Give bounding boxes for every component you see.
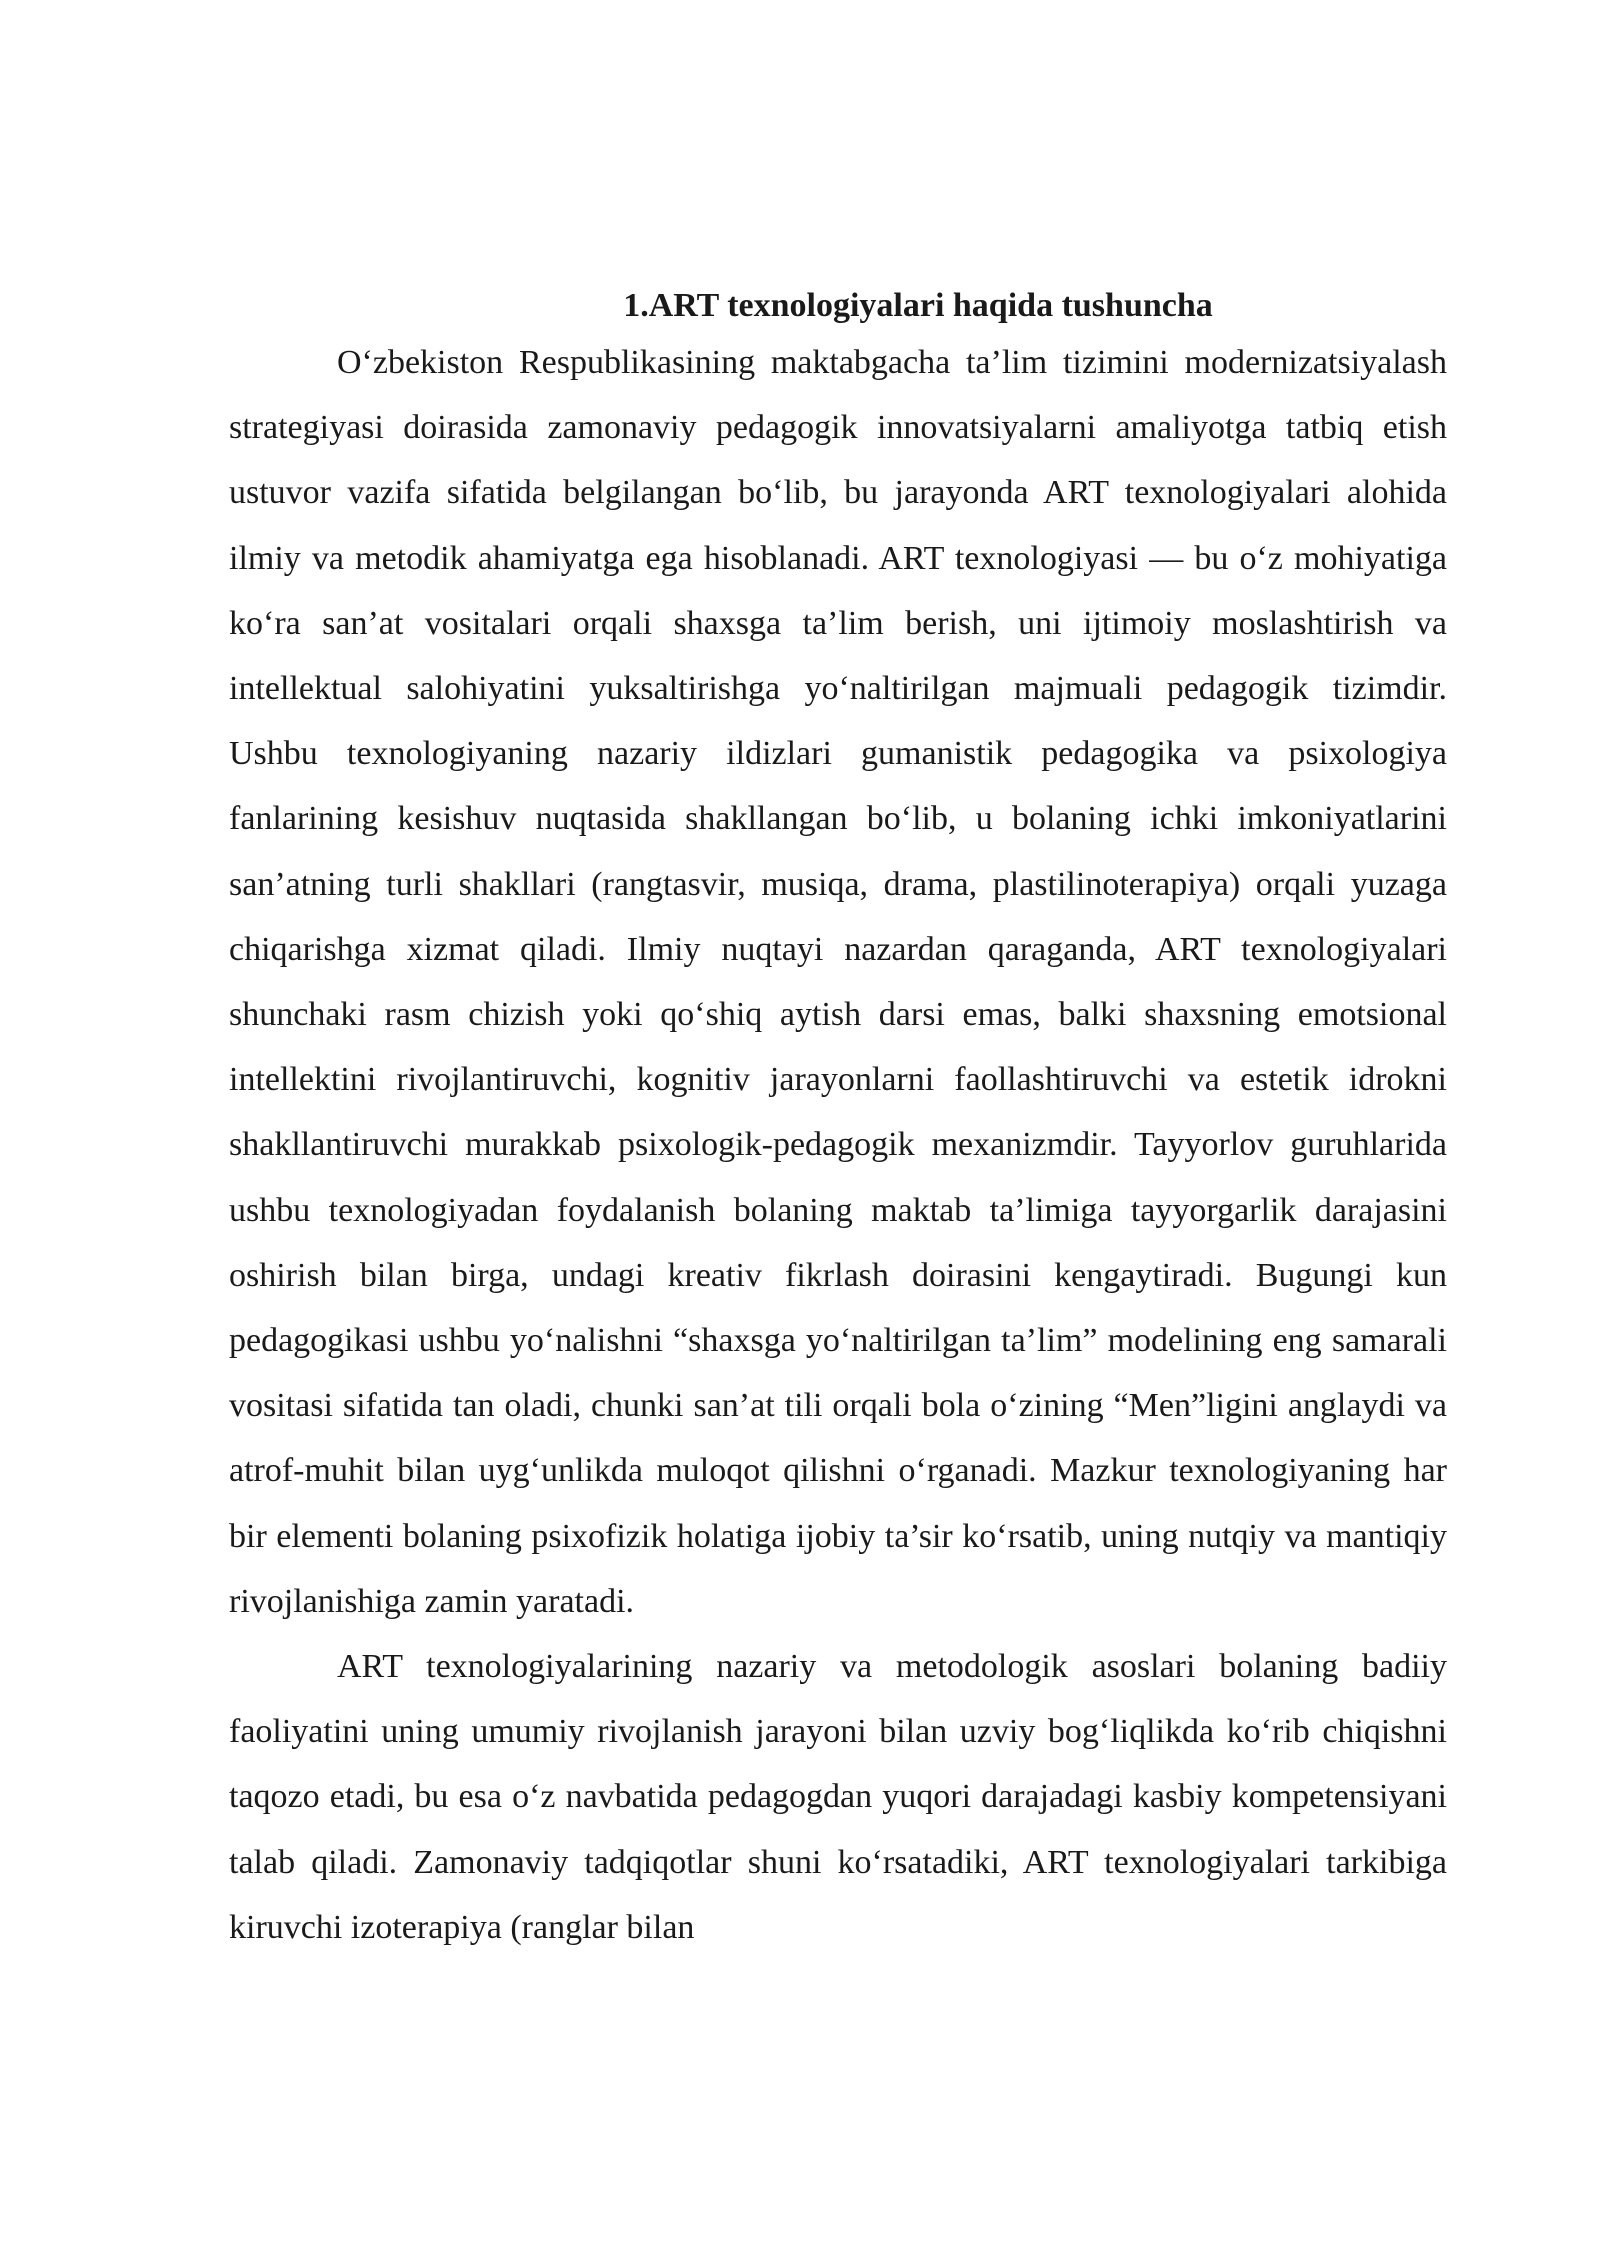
document-body (229, 282, 1447, 1960)
section-heading: 1.ART texnologiyalari haqida tushuncha (623, 287, 1213, 324)
paragraph-2: ART texnologiyalarining nazariy va metodologik asoslari bolaning badiiy faoliyatini uning umumiy rivojlanish jarayoni bilan uzviy bog‘liqlikda ko‘rib chiqishni taqozo etadi, bu esa o‘z navbatida pedagogdan yuqori darajadagi kasbiy kompetensiyani talab qiladi. Zamonaviy tadqiqotlar shuni ko‘rsatadiki, ART texnologiyalari tarkibiga kiruvchi izoterapiya (ranglar bilan (229, 1648, 1447, 1946)
paragraph-1: O‘zbekiston Respublikasining maktabgacha ta’lim tizimini modernizatsiyalash strategiyasi doirasida zamonaviy pedagogik innovatsiyalarni amaliyotga tatbiq etish ustuvor vazifa sifatida belgilangan bo‘lib, bu jarayonda ART texnologiyalari alohida ilmiy va metodik ahamiyatga ega hisoblanadi. ART texnologiyasi — bu o‘z mohiyatiga ko‘ra san’at vositalari orqali shaxsga ta’lim berish, uni ijtimoiy moslashtirish va intellektual salohiyatini yuksaltirishga yo‘naltirilgan majmuali pedagogik tizimdir. Ushbu texnologiyaning nazariy ildizlari gumanistik pedagogika va psixologiya fanlarining kesishuv nuqtasida shakllangan bo‘lib, u bolaning ichki imkoniyatlarini san’atning turli shakllari (rangtasvir, musiqa, drama, plastilinoterapiya) orqali yuzaga chiqarishga xizmat qiladi. Ilmiy nuqtayi nazardan qaraganda, ART texnologiyalari shunchaki rasm chizish yoki qo‘shiq aytish darsi emas, balki shaxsning emotsional intellektini rivojlantiruvchi, kognitiv jarayonlarni faollashtiruvchi va estetik idrokni shakllantiruvchi murakkab psixologik-pedagogik mexanizmdir. Tayyorlov guruhlarida ushbu texnologiyadan foydalanish bolaning maktab ta’limiga tayyorgarlik darajasini oshirish bilan birga, undagi kreativ fikrlash doirasini kengaytiradi. Bugungi kun pedagogikasi ushbu yo‘nalishni “shaxsga yo‘naltirilgan ta’lim” modelining eng samarali vositasi sifatida tan oladi, chunki san’at tili orqali bola o‘zining “Men”ligini anglaydi va atrof-muhit bilan uyg‘unlikda muloqot qilishni o‘rganadi. Mazkur texnologiyaning har bir elementi bolaning psixofizik holatiga ijobiy ta’sir ko‘rsatib, uning nutqiy va mantiqiy rivojlanishiga zamin yaratadi. (229, 344, 1447, 1620)
